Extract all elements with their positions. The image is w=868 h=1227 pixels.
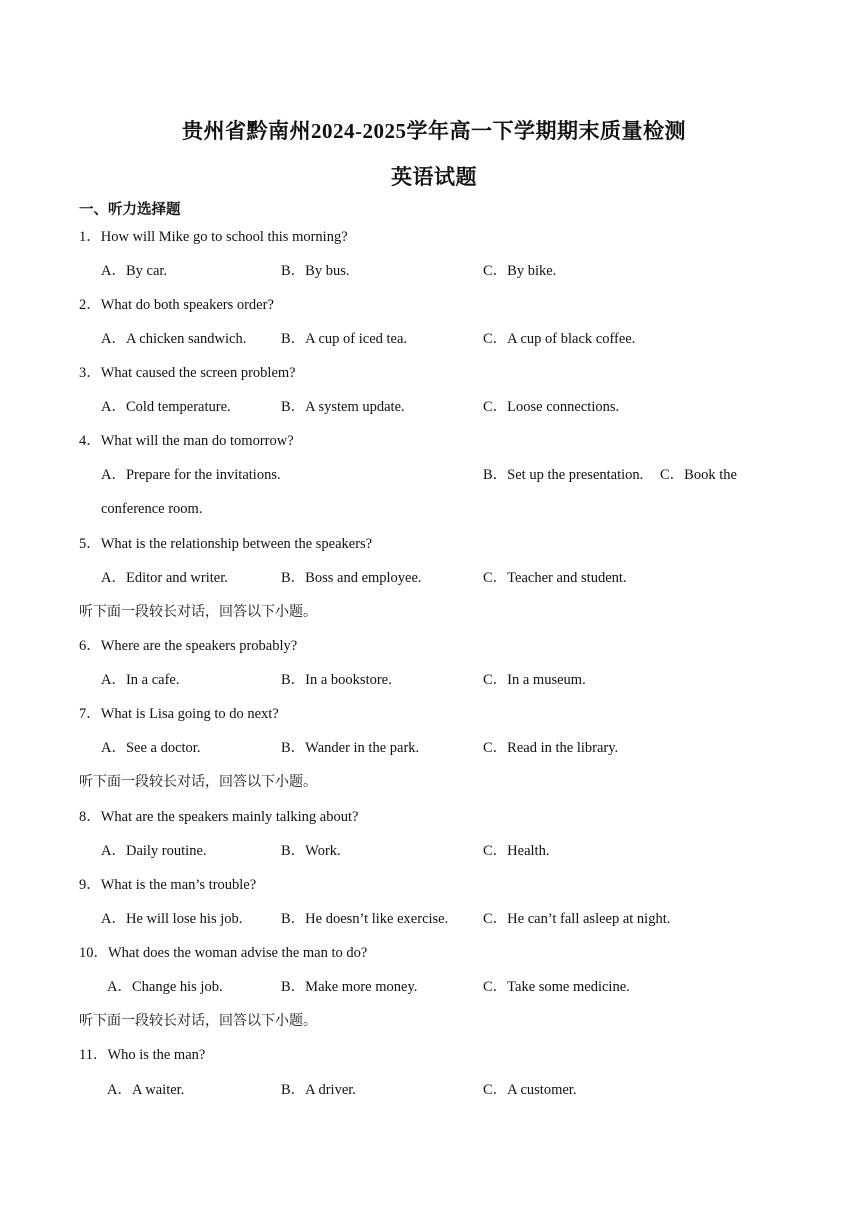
option-c: C．A cup of black coffee.	[483, 331, 636, 347]
group-note-3	[0, 1010, 868, 1032]
question-1-text: 1．How will Mike go to school this morning?	[79, 229, 348, 245]
question-8-options	[0, 840, 868, 862]
question-11	[0, 1044, 868, 1066]
question-3-options	[0, 396, 868, 418]
question-9	[0, 874, 868, 896]
option-c: C．A customer.	[483, 1082, 577, 1098]
group-instruction: 听下面一段较长对话，回答以下小题。	[79, 1013, 317, 1029]
option-c: C．Teacher and student.	[483, 570, 627, 586]
question-2	[0, 294, 868, 316]
section-heading-listening: 一、听力选择题	[79, 202, 181, 218]
option-a: A．Cold temperature.	[101, 399, 231, 415]
option-b: B．Set up the presentation.	[483, 467, 644, 483]
group-instruction: 听下面一段较长对话，回答以下小题。	[79, 774, 317, 790]
option-a: A．By car.	[101, 263, 168, 279]
option-a: A．Prepare for the invitations.	[101, 467, 281, 483]
question-9-options	[0, 908, 868, 930]
question-7-options	[0, 737, 868, 759]
option-a: A．Change his job.	[107, 979, 223, 995]
question-5-text: 5．What is the relationship between the speakers?	[79, 536, 373, 552]
option-c: C．Read in the library.	[483, 740, 619, 756]
question-8-text: 8．What are the speakers mainly talking about?	[79, 809, 359, 825]
question-5-options	[0, 567, 868, 589]
question-9-text: 9．What is the man’s trouble?	[79, 877, 257, 893]
option-b: B．Make more money.	[281, 979, 418, 995]
group-instruction: 听下面一段较长对话，回答以下小题。	[79, 604, 317, 620]
option-a: A．See a doctor.	[101, 740, 201, 756]
exam-title: 贵州省黔南州2024-2025学年高一下学期期末质量检测	[182, 119, 686, 143]
option-a: A．A chicken sandwich.	[101, 331, 247, 347]
question-5	[0, 533, 868, 555]
question-1-options	[0, 260, 868, 282]
question-4-options	[0, 464, 868, 486]
option-c: C．Health.	[483, 843, 550, 859]
option-a: A．Daily routine.	[101, 843, 207, 859]
question-11-options	[0, 1079, 868, 1101]
option-b: B．He doesn’t like exercise.	[281, 911, 449, 927]
option-b: B．A cup of iced tea.	[281, 331, 408, 347]
option-c: C．Take some medicine.	[483, 979, 630, 995]
question-4-text: 4．What will the man do tomorrow?	[79, 433, 294, 449]
question-11-text: 11．Who is the man?	[79, 1047, 206, 1063]
question-2-options	[0, 328, 868, 350]
option-a: A．A waiter.	[107, 1082, 185, 1098]
exam-subtitle: 英语试题	[391, 165, 477, 189]
question-7-text: 7．What is Lisa going to do next?	[79, 706, 279, 722]
option-c: C．He can’t fall asleep at night.	[483, 911, 671, 927]
question-10-options	[0, 976, 868, 998]
option-c: C．Loose connections.	[483, 399, 620, 415]
question-6-text: 6．Where are the speakers probably?	[79, 638, 298, 654]
option-b: B．Boss and employee.	[281, 570, 422, 586]
question-10	[0, 942, 868, 964]
option-a: A．In a cafe.	[101, 672, 180, 688]
group-note-1	[0, 601, 868, 623]
option-b: B．Wander in the park.	[281, 740, 420, 756]
option-b: B．In a bookstore.	[281, 672, 392, 688]
option-b: B．A driver.	[281, 1082, 356, 1098]
option-b: B．Work.	[281, 843, 341, 859]
question-10-text: 10．What does the woman advise the man to do?	[79, 945, 368, 961]
question-6-options	[0, 669, 868, 691]
option-c-continuation: conference room.	[101, 501, 203, 517]
option-a: A．Editor and writer.	[101, 570, 228, 586]
question-1	[0, 226, 868, 248]
question-4-options-continued	[0, 498, 868, 520]
question-7	[0, 703, 868, 725]
option-b: B．A system update.	[281, 399, 405, 415]
option-c: C．Book the	[660, 467, 737, 483]
question-4	[0, 430, 868, 452]
question-2-text: 2．What do both speakers order?	[79, 297, 274, 313]
question-3-text: 3．What caused the screen problem?	[79, 365, 296, 381]
question-3	[0, 362, 868, 384]
option-b: B．By bus.	[281, 263, 350, 279]
option-a: A．He will lose his job.	[101, 911, 243, 927]
group-note-2	[0, 771, 868, 793]
option-c: C．In a museum.	[483, 672, 586, 688]
question-6	[0, 635, 868, 657]
question-8	[0, 806, 868, 828]
option-c: C．By bike.	[483, 263, 557, 279]
